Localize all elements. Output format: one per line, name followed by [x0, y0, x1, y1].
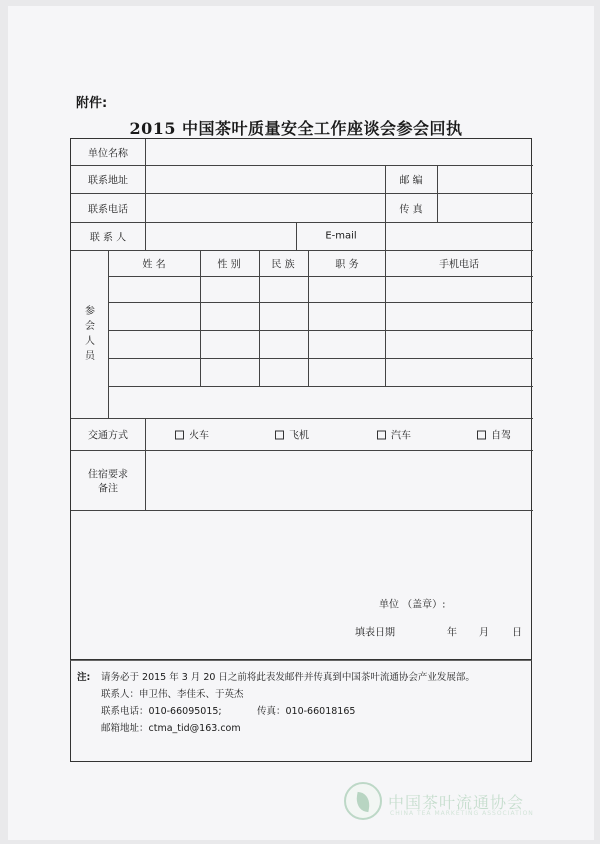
date-day-label: 日	[512, 627, 522, 639]
checkbox-bus[interactable]	[377, 431, 386, 440]
tea-leaf-icon	[355, 792, 372, 812]
notes-contacts: 联系人：申卫伟、李佳禾、于英杰	[101, 689, 244, 700]
notes-phone: 联系电话：010-66095015;	[101, 706, 222, 717]
address-field[interactable]	[146, 166, 384, 192]
unit-name-field[interactable]	[146, 140, 532, 164]
phone-label: 联系电话	[88, 204, 128, 216]
col-ethnicity: 民 族	[271, 259, 295, 271]
registration-form	[70, 138, 532, 660]
option-train[interactable]: 火车	[175, 427, 209, 442]
lodging-label: 住宿要求	[88, 469, 128, 481]
postcode-label: 邮 编	[399, 175, 423, 187]
checkbox-self-drive[interactable]	[477, 431, 486, 440]
option-plane[interactable]: 飞机	[275, 427, 309, 442]
notes-section	[70, 660, 532, 762]
checkbox-train[interactable]	[175, 431, 184, 440]
option-self-drive[interactable]: 自驾	[477, 427, 511, 442]
date-year-label: 年	[447, 627, 457, 639]
address-label: 联系地址	[88, 175, 128, 187]
seal-label: 单位 （盖章）:	[379, 599, 446, 611]
checkbox-plane[interactable]	[275, 431, 284, 440]
col-name: 姓 名	[142, 259, 166, 271]
attendees-label: 参 会 人 员	[85, 306, 95, 362]
option-bus[interactable]: 汽车	[377, 427, 411, 442]
phone-field[interactable]	[146, 194, 384, 221]
notes-prefix: 注:	[77, 672, 91, 683]
watermark-subtext: CHINA TEA MARKETING ASSOCIATION	[390, 810, 534, 817]
col-gender: 性 别	[217, 259, 241, 271]
email-label: E-mail	[325, 230, 357, 242]
form-title: 2015 中国茶叶质量安全工作座谈会参会回执	[129, 119, 463, 138]
notes-deadline: 请务必于 2015 年 3 月 20 日之前将此表发邮件并传真到中国茶叶流通协会产业发展部。	[101, 672, 475, 683]
fax-label: 传 真	[399, 204, 423, 216]
lodging-field[interactable]	[146, 451, 532, 509]
date-month-label: 月	[479, 627, 489, 639]
attachment-label: 附件:	[76, 96, 108, 111]
date-label: 填表日期	[355, 627, 395, 639]
contact-field[interactable]	[146, 223, 295, 249]
notes-fax: 传真：010-66018165	[257, 706, 356, 717]
watermark-text: 中国茶叶流通协会	[388, 793, 525, 812]
postcode-field[interactable]	[438, 166, 532, 192]
watermark	[344, 778, 594, 828]
remarks-label: 备注	[98, 483, 118, 495]
watermark-logo	[344, 782, 382, 820]
contact-label: 联 系 人	[89, 232, 127, 244]
col-position: 职 务	[335, 259, 359, 271]
notes-email: 邮箱地址：ctma_tid@163.com	[101, 723, 241, 734]
fax-field[interactable]	[438, 194, 532, 221]
transport-label: 交通方式	[88, 430, 128, 442]
col-mobile: 手机电话	[439, 259, 479, 271]
email-field[interactable]	[386, 223, 532, 249]
unit-name-label: 单位名称	[88, 148, 128, 160]
